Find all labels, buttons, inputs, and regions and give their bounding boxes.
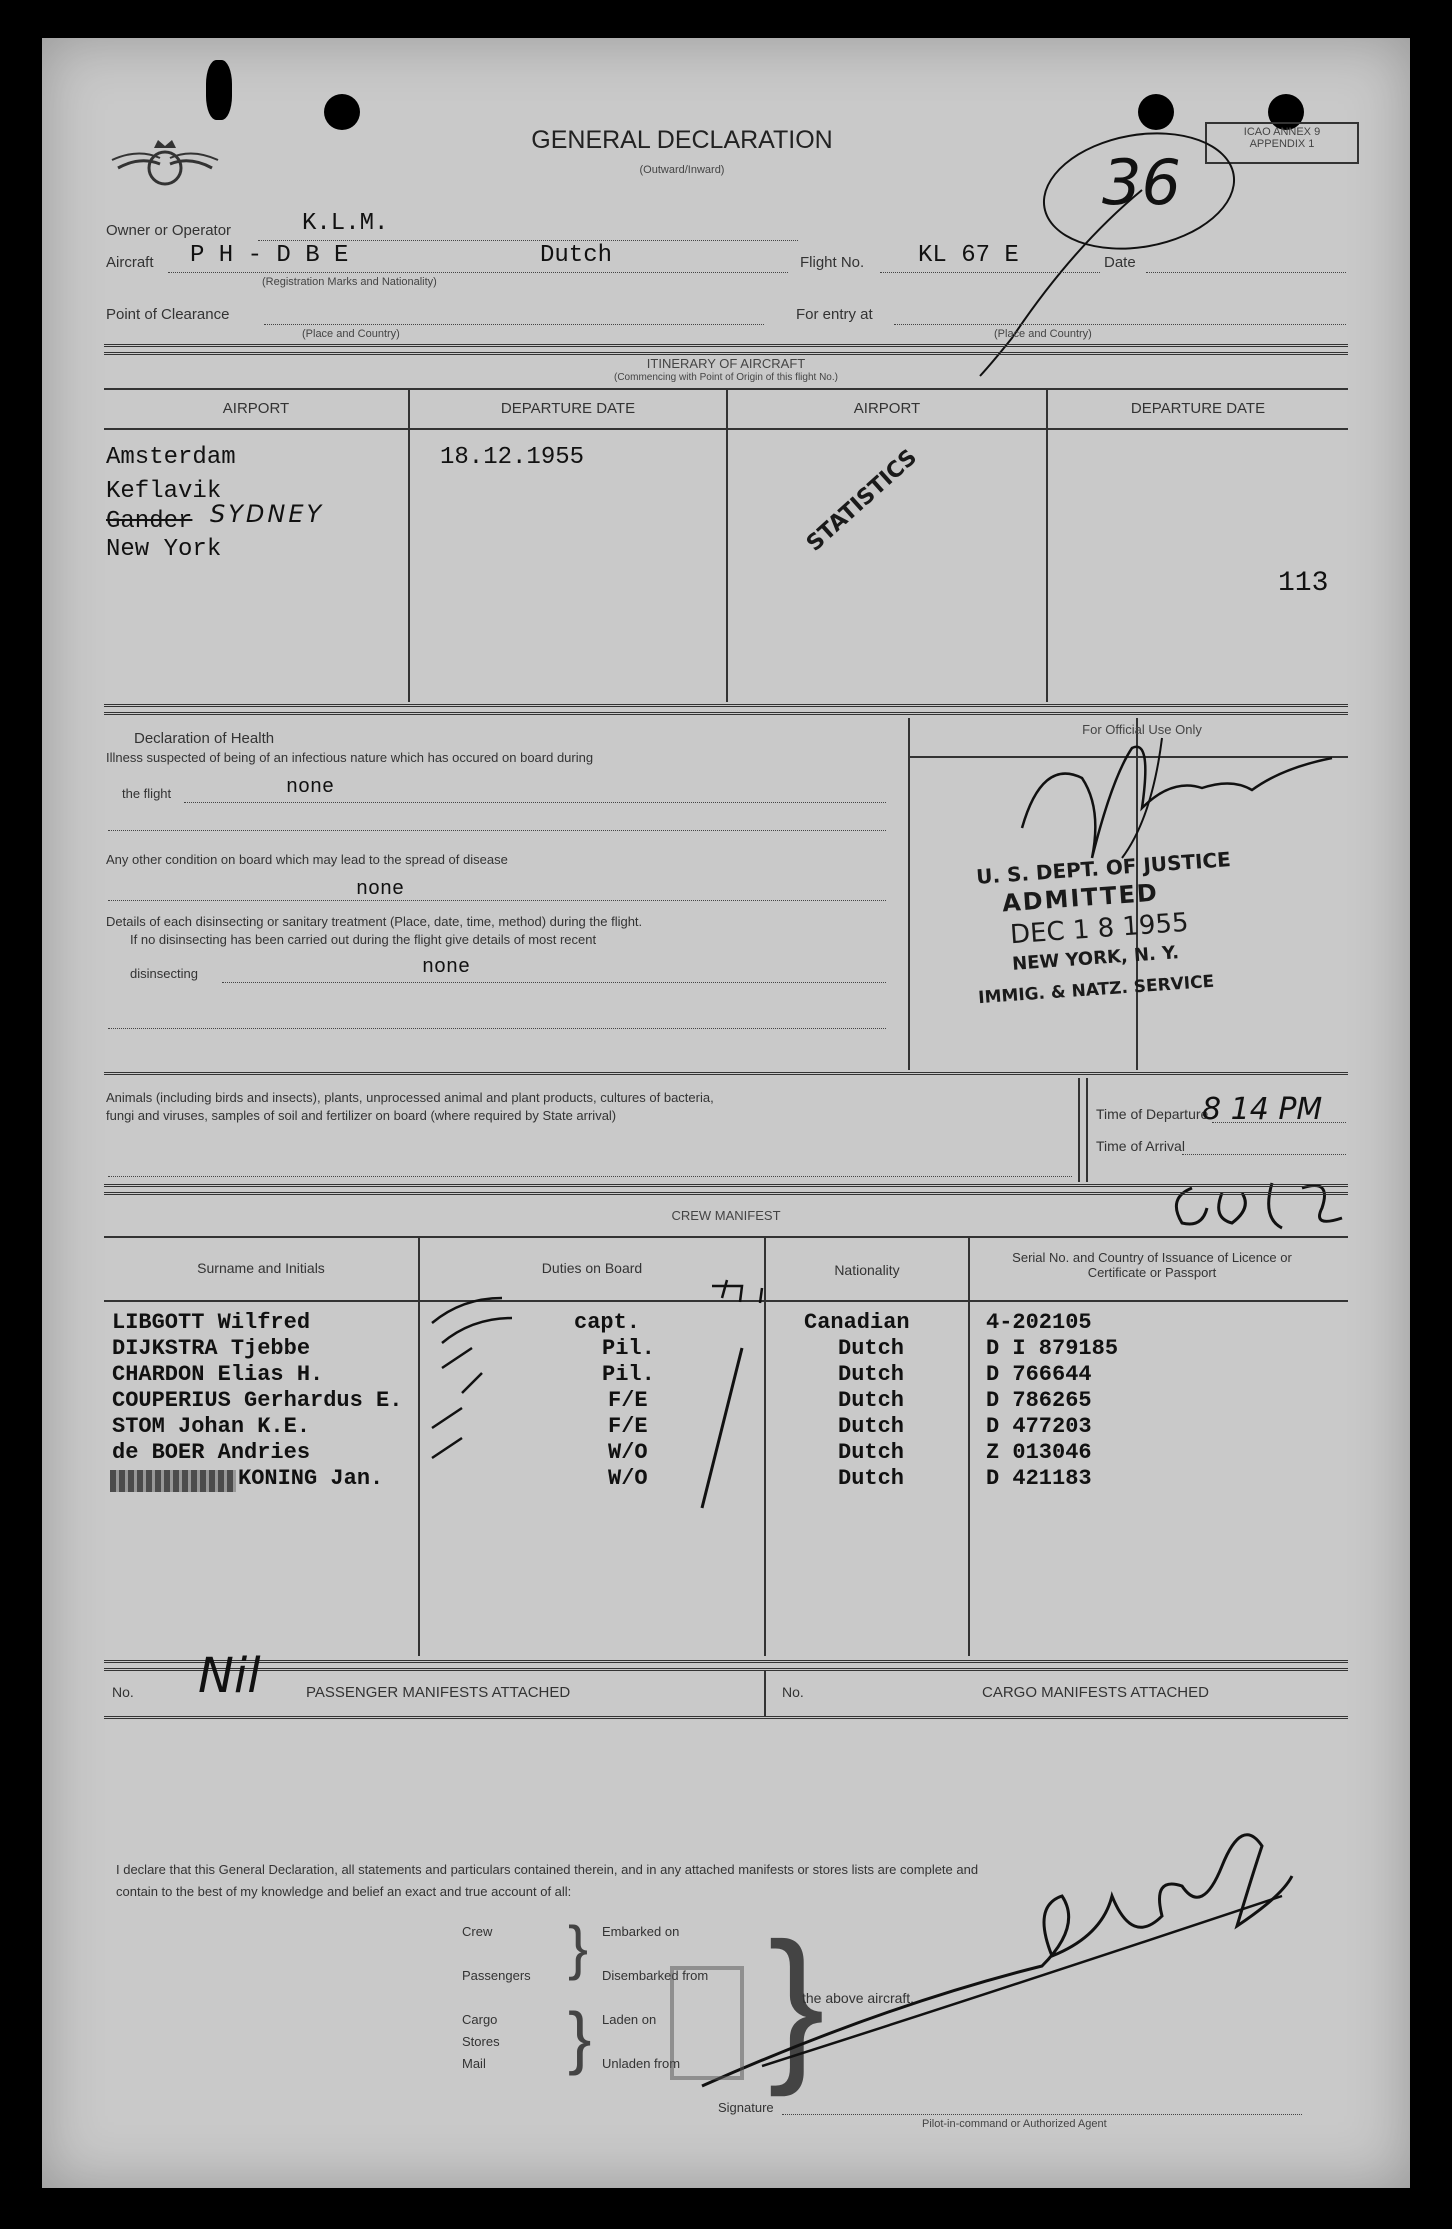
rule xyxy=(108,1176,1072,1177)
disinsect-text-1: Details of each disinsecting or sanitary treatment (Place, date, time, method) during the flight. xyxy=(106,914,643,929)
column-rule xyxy=(1046,388,1048,702)
aircraft-line xyxy=(168,272,788,273)
divider xyxy=(104,1236,1348,1238)
struck-out-text xyxy=(110,1470,236,1492)
flight-label: the flight xyxy=(122,786,172,801)
declaration-item: Passengers xyxy=(462,1968,531,1983)
crew-serial: D 421183 xyxy=(986,1466,1092,1491)
crew-header-duties: Duties on Board xyxy=(541,1260,643,1276)
other-condition-text: Any other condition on board which may lead to the spread of disease xyxy=(106,852,508,867)
disinsect-line xyxy=(222,982,886,983)
illness-line xyxy=(184,802,886,803)
page-title: GENERAL DECLARATION xyxy=(531,126,833,154)
punch-hole xyxy=(324,94,360,130)
record-number: 113 xyxy=(1278,568,1329,599)
immigration-stamp-line1: U. S. DEPT. OF JUSTICE xyxy=(975,847,1232,889)
rule xyxy=(108,830,886,831)
crew-serial: D 786265 xyxy=(986,1388,1092,1413)
crew-nationality: Dutch xyxy=(838,1388,905,1413)
crew-name: de BOER Andries xyxy=(112,1440,311,1465)
departure-date-value: 18.12.1955 xyxy=(440,444,585,471)
crew-duty: W/O xyxy=(608,1466,648,1491)
divider xyxy=(104,704,1348,707)
column-rule xyxy=(968,1236,970,1656)
klm-logo-icon xyxy=(110,128,220,198)
page-subtitle: (Outward/Inward) xyxy=(639,164,725,176)
itinerary-header-departure: DEPARTURE DATE xyxy=(1130,400,1266,417)
rule xyxy=(108,900,886,901)
airport-entry: Amsterdam xyxy=(106,444,236,471)
divider xyxy=(104,1716,1348,1719)
divider xyxy=(104,1072,1348,1075)
arrival-time-line xyxy=(1182,1154,1346,1155)
column-rule xyxy=(408,388,410,702)
pilot-signature-icon xyxy=(682,1806,1302,2106)
itinerary-title: ITINERARY OF AIRCRAFT xyxy=(646,356,806,371)
clearance-line xyxy=(264,324,764,325)
crew-nationality: Dutch xyxy=(838,1336,905,1361)
crew-serial: D 477203 xyxy=(986,1414,1092,1439)
signature-line xyxy=(782,2114,1302,2115)
officer-signature-icon xyxy=(1002,718,1362,888)
official-use-label: For Official Use Only xyxy=(1082,722,1202,737)
airport-entry: Keflavik xyxy=(106,478,222,505)
time-departure-label: Time of Departure xyxy=(1096,1106,1209,1122)
crew-serial: D I 879185 xyxy=(986,1336,1119,1361)
declaration-item: Mail xyxy=(462,2056,486,2071)
animals-text-2: fungi and viruses, samples of soil and fertilizer on board (where required by State arrival) xyxy=(106,1108,617,1123)
aircraft-label: Aircraft xyxy=(106,254,154,271)
owner-line xyxy=(258,240,798,241)
animals-text-1: Animals (including birds and insects), plants, unprocessed animal and plant products, cultures of bacteria, xyxy=(106,1090,714,1105)
divider xyxy=(104,1184,1348,1187)
faint-stamp-icon xyxy=(662,1958,762,2098)
divider xyxy=(104,1668,1348,1671)
brace-icon: } xyxy=(568,1914,589,1981)
divider xyxy=(104,1660,1348,1663)
illness-text: Illness suspected of being of an infectious nature which has occured on board during xyxy=(106,750,594,765)
itinerary-header-airport: AIRPORT xyxy=(222,400,290,417)
immigration-stamp-admitted: ADMITTED xyxy=(1001,878,1160,918)
annex-box xyxy=(1205,122,1359,164)
owner-label: Owner or Operator xyxy=(106,222,232,239)
arrival-time-value: 8 14 PM xyxy=(1202,1092,1323,1127)
declaration-action: Embarked on xyxy=(602,1924,680,1939)
immigration-stamp-service: IMMIG. & NATZ. SERVICE xyxy=(977,971,1215,1009)
crew-header-serial: Serial No. and Country of Issuance of Licence or Certificate or Passport xyxy=(1012,1250,1292,1280)
airport-entry-struck: Gander xyxy=(106,508,193,535)
divider xyxy=(104,344,1348,347)
crew-nationality: Dutch xyxy=(838,1362,905,1387)
crew-name: COUPERIUS Gerhardus E. xyxy=(112,1388,403,1413)
disinsect-value: none xyxy=(422,956,471,979)
divider xyxy=(104,352,1348,355)
declaration-item: Stores xyxy=(462,2034,500,2049)
punch-hole xyxy=(1138,94,1174,130)
crew-duty: Pil. xyxy=(602,1336,655,1361)
flight-line xyxy=(880,272,1100,273)
crew-nationality: Canadian xyxy=(804,1310,910,1335)
declaration-action: Disembarked from xyxy=(602,1968,709,1983)
annex-label: ICAO ANNEX 9 xyxy=(1243,126,1321,138)
column-rule xyxy=(726,388,728,702)
crew-duty: F/E xyxy=(608,1414,648,1439)
other-condition-value: none xyxy=(356,878,405,901)
crew-serial: D 766644 xyxy=(986,1362,1092,1387)
document-page xyxy=(42,38,1410,2188)
statistics-stamp: STATISTICS xyxy=(802,444,923,557)
declaration-item: Crew xyxy=(462,1924,493,1939)
column-rule xyxy=(1086,1078,1088,1182)
entry-line xyxy=(894,324,1346,325)
clearance-label: Point of Clearance xyxy=(106,306,230,323)
itinerary-subtitle: (Commencing with Point of Origin of this flight No.) xyxy=(614,372,838,383)
divider xyxy=(104,712,1348,715)
immigration-stamp-city: NEW YORK, N. Y. xyxy=(1011,942,1180,975)
crew-name: STOM Johan K.E. xyxy=(112,1414,311,1439)
crew-name: LIBGOTT Wilfred xyxy=(112,1310,311,1335)
aircraft-value: P H - D B E xyxy=(190,242,349,269)
handwritten-tick-marks-icon xyxy=(422,1278,782,1528)
cargo-no-label: No. xyxy=(782,1684,804,1700)
above-aircraft-label: the above aircraft. xyxy=(802,1990,915,2006)
column-rule xyxy=(418,1236,420,1656)
disinsect-text-2: If no disinsecting has been carried out during the flight give details of most recent xyxy=(130,932,597,947)
column-rule xyxy=(764,1670,766,1716)
declaration-text-1: I declare that this General Declaration, all statements and particulars contained therein, and in any attached manifests or stores lists are complete and xyxy=(116,1862,979,1877)
divider xyxy=(104,1192,1348,1195)
itinerary-header-airport: AIRPORT xyxy=(853,400,921,417)
brace-icon: } xyxy=(768,1908,825,2098)
crew-duty: capt. xyxy=(574,1310,641,1335)
passenger-manifest-value: Nil xyxy=(198,1648,261,1704)
column-rule xyxy=(1078,1078,1080,1182)
cargo-manifest-label: CARGO MANIFESTS ATTACHED xyxy=(982,1684,1209,1701)
crew-duty: W/O xyxy=(608,1440,648,1465)
appendix-label: APPENDIX 1 xyxy=(1249,138,1315,150)
brace-icon: } xyxy=(568,1998,592,2076)
handwritten-sydney: SYDNEY xyxy=(210,500,325,528)
crew-duty: Pil. xyxy=(602,1362,655,1387)
passenger-manifest-label: PASSENGER MANIFESTS ATTACHED xyxy=(306,1684,571,1701)
crew-name: KONING Jan. xyxy=(238,1466,384,1491)
clearance-hint: (Place and Country) xyxy=(302,328,400,340)
health-title: Declaration of Health xyxy=(134,730,275,747)
date-line xyxy=(1146,272,1346,273)
declaration-action: Laden on xyxy=(602,2012,657,2027)
crew-duty: F/E xyxy=(608,1388,648,1413)
crew-header-nationality: Nationality xyxy=(834,1262,900,1278)
disinsect-label: disinsecting xyxy=(130,966,198,981)
crew-nationality: Dutch xyxy=(838,1414,905,1439)
crew-serial: 4-202105 xyxy=(986,1310,1092,1335)
handwritten-initials-icon xyxy=(1162,1168,1352,1238)
flight-label: Flight No. xyxy=(800,254,865,271)
itinerary-header-departure: DEPARTURE DATE xyxy=(500,400,636,417)
page-number: 36 xyxy=(1102,146,1181,219)
crew-manifest-title: CREW MANIFEST xyxy=(671,1208,781,1223)
registration-hint: (Registration Marks and Nationality) xyxy=(262,276,437,288)
owner-value: K.L.M. xyxy=(302,210,389,237)
time-arrival-label: Time of Arrival xyxy=(1096,1138,1185,1154)
crew-name: DIJKSTRA Tjebbe xyxy=(112,1336,311,1361)
immigration-stamp-date: DEC 1 8 1955 xyxy=(1009,907,1190,951)
crew-serial: Z 013046 xyxy=(986,1440,1092,1465)
declaration-text-2: contain to the best of my knowledge and belief an exact and true account of all: xyxy=(116,1884,572,1899)
flight-value: KL 67 E xyxy=(918,242,1019,269)
signature-hint: Pilot-in-command or Authorized Agent xyxy=(922,2118,1107,2130)
nationality-value: Dutch xyxy=(540,242,613,269)
entry-hint: (Place and Country) xyxy=(994,328,1092,340)
crew-nationality: Dutch xyxy=(838,1440,905,1465)
crew-header-name: Surname and Initials xyxy=(197,1260,325,1276)
entry-label: For entry at xyxy=(796,306,873,323)
date-label: Date xyxy=(1104,254,1136,271)
column-rule xyxy=(908,718,910,1070)
crew-name: CHARDON Elias H. xyxy=(112,1362,324,1387)
airport-entry: New York xyxy=(106,536,222,563)
illness-value: none xyxy=(286,776,335,799)
pen-stroke xyxy=(972,188,1152,378)
signature-label: Signature xyxy=(718,2100,774,2115)
declaration-item: Cargo xyxy=(462,2012,498,2027)
torn-corner xyxy=(206,60,232,120)
crew-nationality: Dutch xyxy=(838,1466,905,1491)
rule xyxy=(108,1028,886,1029)
declaration-action: Unladen from xyxy=(602,2056,681,2071)
passenger-no-label: No. xyxy=(112,1684,134,1700)
